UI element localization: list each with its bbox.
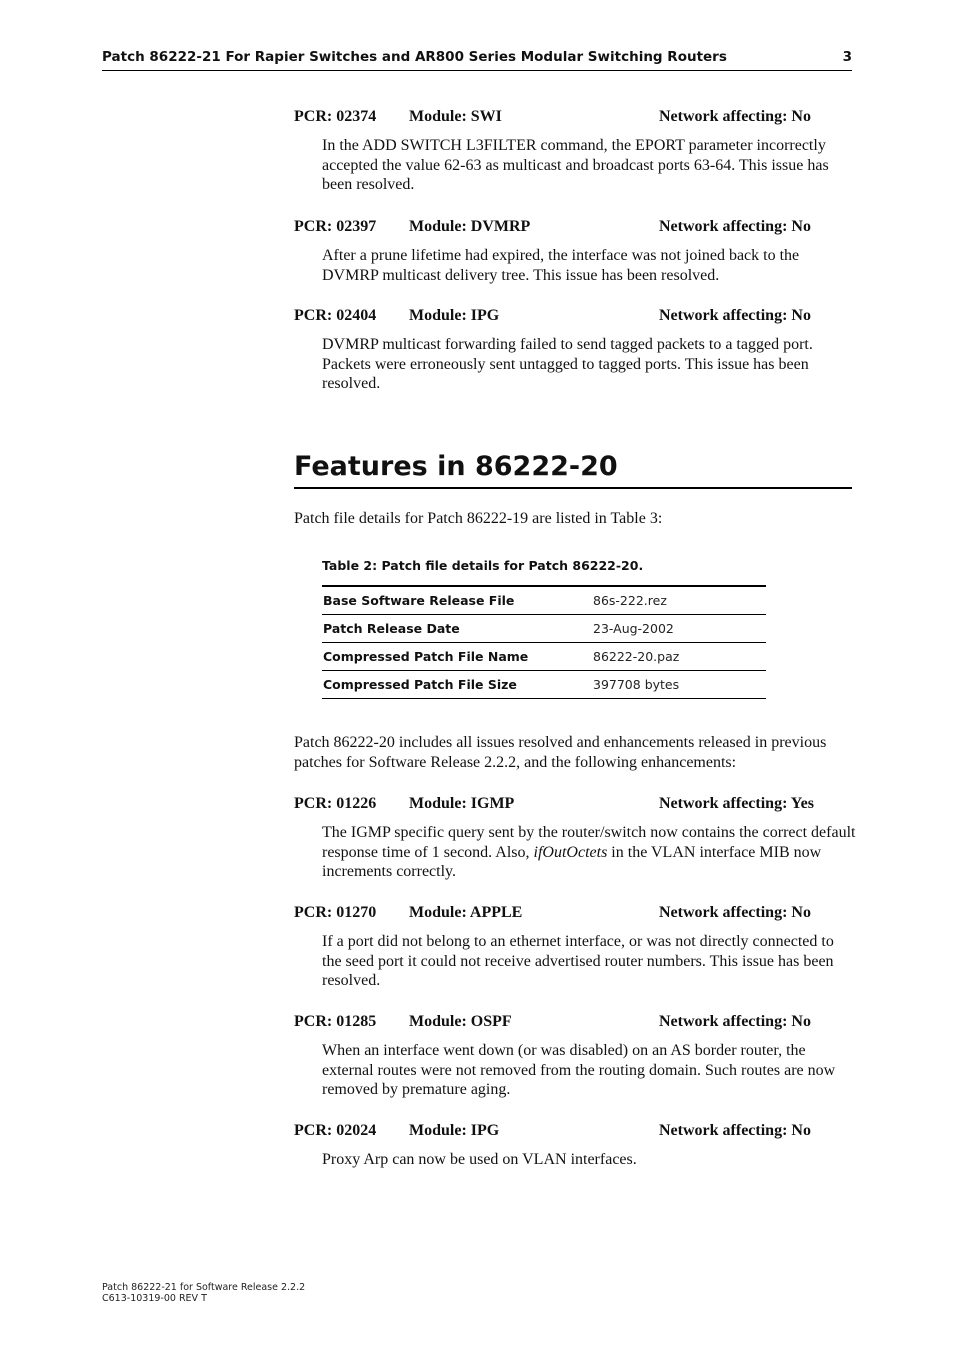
pcr-network-affecting: Network affecting: Yes [659,795,814,812]
page-number: 3 [842,49,852,65]
footer-line: Patch 86222-21 for Software Release 2.2.2 [102,1282,306,1293]
pcr-network-affecting: Network affecting: No [659,1122,811,1139]
pcr-number: PCR: 02024 [294,1122,377,1139]
pcr-number: PCR: 02404 [294,307,377,324]
section-title: Features in 86222-20 [294,447,852,489]
pcr-module: Module: SWI [409,108,502,125]
table-cell-value: 86s-222.rez [593,586,766,615]
pcr-description-italic: ifOutOctets [533,843,608,861]
pcr-module: Module: DVMRP [409,218,531,235]
running-header [102,48,852,71]
pcr-module: Module: IPG [409,1122,500,1139]
section-intro: Patch file details for Patch 86222-19 are listed in Table 3: [294,510,663,527]
pcr-network-affecting: Network affecting: No [659,108,811,125]
pcr-heading [294,1122,854,1142]
table-cell-label: Compressed Patch File Name [322,643,593,671]
pcr-heading [294,307,854,327]
pcr-network-affecting: Network affecting: No [659,218,811,235]
pcr-network-affecting: Network affecting: No [659,904,811,921]
pcr-module: Module: IGMP [409,795,515,812]
footer-line: C613-10319-00 REV T [102,1293,207,1304]
table-row [322,671,766,699]
pcr-description: After a prune lifetime had expired, the interface was not joined back to the DVMRP multicast delivery tree. This issue has been resolved. [322,247,800,284]
pcr-heading [294,218,854,238]
pcr-module: Module: OSPF [409,1013,512,1030]
table-caption: Table 2: Patch file details for Patch 86222-20. [322,558,644,573]
pcr-description [322,823,857,882]
table-cell-label: Base Software Release File [322,586,593,615]
pcr-network-affecting: Network affecting: No [659,1013,811,1030]
pcr-number: PCR: 02397 [294,218,377,235]
pcr-number: PCR: 01270 [294,904,377,921]
pcr-number: PCR: 01226 [294,795,377,812]
table-row [322,615,766,643]
pcr-description-text: in the VLAN interface MIB now increments correctly. [322,843,822,881]
pcr-number: PCR: 01285 [294,1013,377,1030]
pcr-heading [294,108,854,128]
pcr-heading [294,795,854,815]
pcr-module: Module: IPG [409,307,500,324]
pcr-description-text: The IGMP specific query sent by the router/switch now contains the correct default response time of 1 second. Also, [322,824,856,861]
header-title: Patch 86222-21 For Rapier Switches and AR800 Series Modular Switching Routers [102,49,727,65]
table-cell-value: 23-Aug-2002 [593,615,766,643]
table-row [322,643,766,671]
pcr-description: In the ADD SWITCH L3FILTER command, the EPORT parameter incorrectly accepted the value 62-63 as multicast and broadcast ports 63-64. This issue has been resolved. [322,137,829,194]
patch-details-table [322,585,766,699]
table-cell-label: Compressed Patch File Size [322,671,593,699]
section-summary: Patch 86222-20 includes all issues resolved and enhancements released in previous patches for Software Release 2.2.2, and the following enhancements: [294,734,827,771]
pcr-number: PCR: 02374 [294,108,377,125]
pcr-description: DVMRP multicast forwarding failed to send tagged packets to a tagged port. Packets were erroneously sent untagged to tagged ports. This issue has been resolved. [322,336,813,393]
pcr-heading [294,904,854,924]
pcr-description: If a port did not belong to an ethernet interface, or was not directly connected to the seed port it could not receive advertised router numbers. This issue has been resolved. [322,933,834,990]
pcr-module: Module: APPLE [409,904,523,921]
table-cell-label: Patch Release Date [322,615,593,643]
table-cell-value: 397708 bytes [593,671,766,699]
pcr-heading [294,1013,854,1033]
pcr-description: When an interface went down (or was disabled) on an AS border router, the external routes were not removed from the routing domain. Such routes are now removed by premature aging. [322,1042,836,1099]
table-cell-value: 86222-20.paz [593,643,766,671]
table-row [322,586,766,615]
pcr-description: Proxy Arp can now be used on VLAN interfaces. [322,1151,637,1168]
page-footer [102,1282,305,1304]
pcr-network-affecting: Network affecting: No [659,307,811,324]
